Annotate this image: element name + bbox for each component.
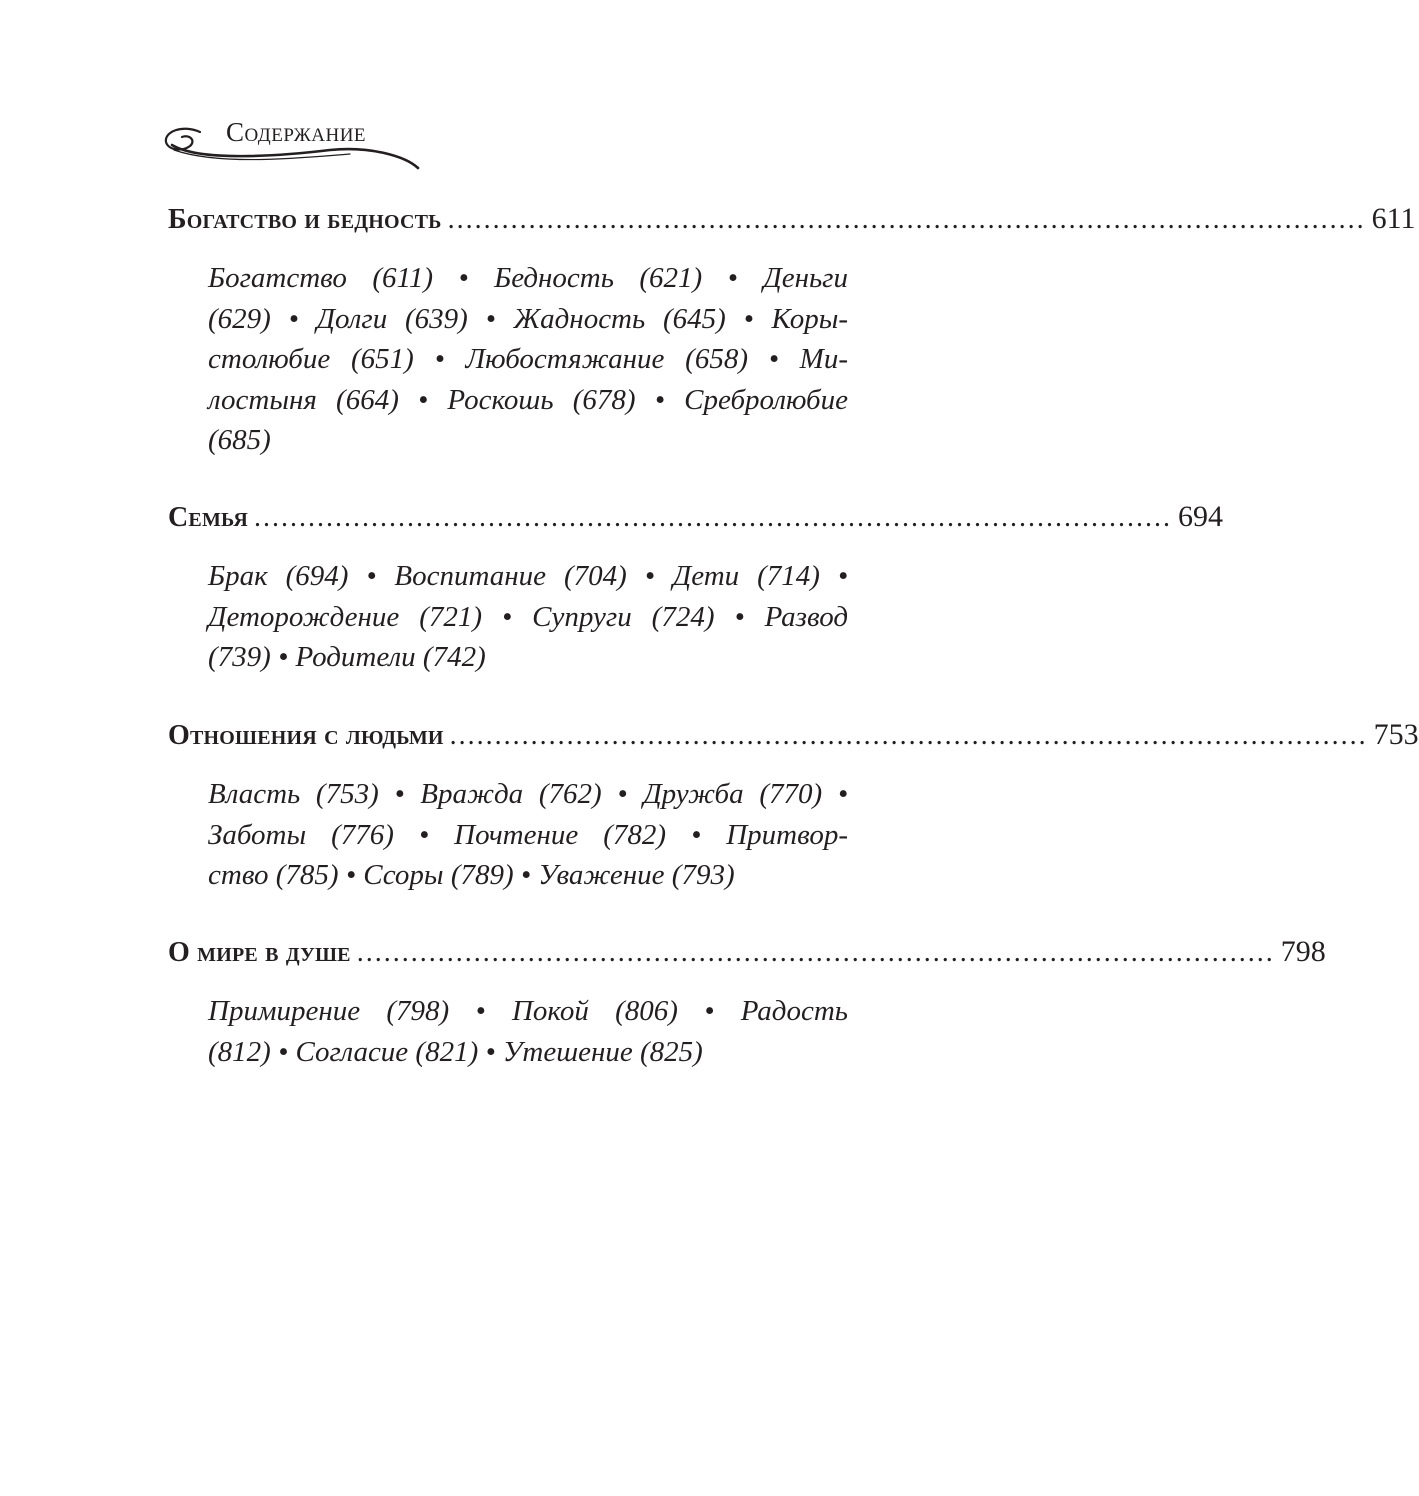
dot-leader: ......................................................................................................: [447, 204, 1366, 235]
dot-leader: ......................................................................................................: [449, 720, 1368, 751]
subtopics-line: (629) • Долги (639) • Жадность (645) • Коры-: [208, 302, 848, 335]
page-title: Содержание: [226, 117, 367, 147]
subtopics-line: Заботы (776) • Почтение (782) • Притвор-: [208, 818, 848, 851]
page-number: 798: [1280, 935, 1326, 968]
subtopics-line: Деторождение (721) • Супруги (724) • Развод: [208, 600, 848, 633]
subtopics-line: столюбие (651) • Любостяжание (658) • Ми-: [208, 343, 848, 375]
subtopics-list: [208, 991, 848, 1072]
subtopics-line: ство (785) • Ссоры (789) • Уважение (793): [208, 859, 735, 891]
subtopics-line: Богатство (611) • Бедность (621) • Деньги: [208, 262, 848, 294]
section-title: О мире в душе: [168, 937, 351, 968]
page-number: 611: [1371, 202, 1416, 235]
toc-section-family: [168, 500, 1224, 678]
subtopics-line: лостыня (664) • Роскошь (678) • Сребролюбие: [208, 383, 848, 416]
toc-entry[interactable]: [168, 718, 1419, 762]
subtopics-line: (812) • Согласие (821) • Утешение (825): [208, 1035, 703, 1068]
subtopics-line: (739) • Родители (742): [208, 641, 486, 673]
dot-leader: ......................................................................................................: [254, 502, 1173, 533]
subtopics-line: Примирение (798) • Покой (806) • Радость: [208, 995, 848, 1027]
page-number: 694: [1178, 500, 1224, 533]
toc-section-wealth: [168, 202, 1416, 461]
subtopics-list: [208, 556, 848, 678]
dot-leader: ......................................................................................................: [356, 937, 1275, 968]
page-number: 753: [1373, 718, 1419, 751]
toc-section-relations: [168, 718, 1419, 896]
subtopics-line: (685): [208, 424, 271, 456]
subtopics-list: [208, 774, 848, 896]
subtopics-list: [208, 258, 848, 461]
toc-section-peace: [168, 935, 1326, 1072]
toc-entry[interactable]: [168, 202, 1416, 246]
subtopics-line: Власть (753) • Вражда (762) • Дружба (770) •: [208, 778, 848, 810]
section-title: Семья: [168, 502, 249, 533]
section-title: Богатство и бедность: [168, 204, 442, 235]
toc-entry[interactable]: [168, 500, 1224, 544]
toc-entry[interactable]: [168, 935, 1326, 979]
contents-header: [160, 112, 430, 182]
subtopics-line: Брак (694) • Воспитание (704) • Дети (714) •: [208, 560, 848, 592]
section-title: Отношения с людьми: [168, 720, 444, 751]
